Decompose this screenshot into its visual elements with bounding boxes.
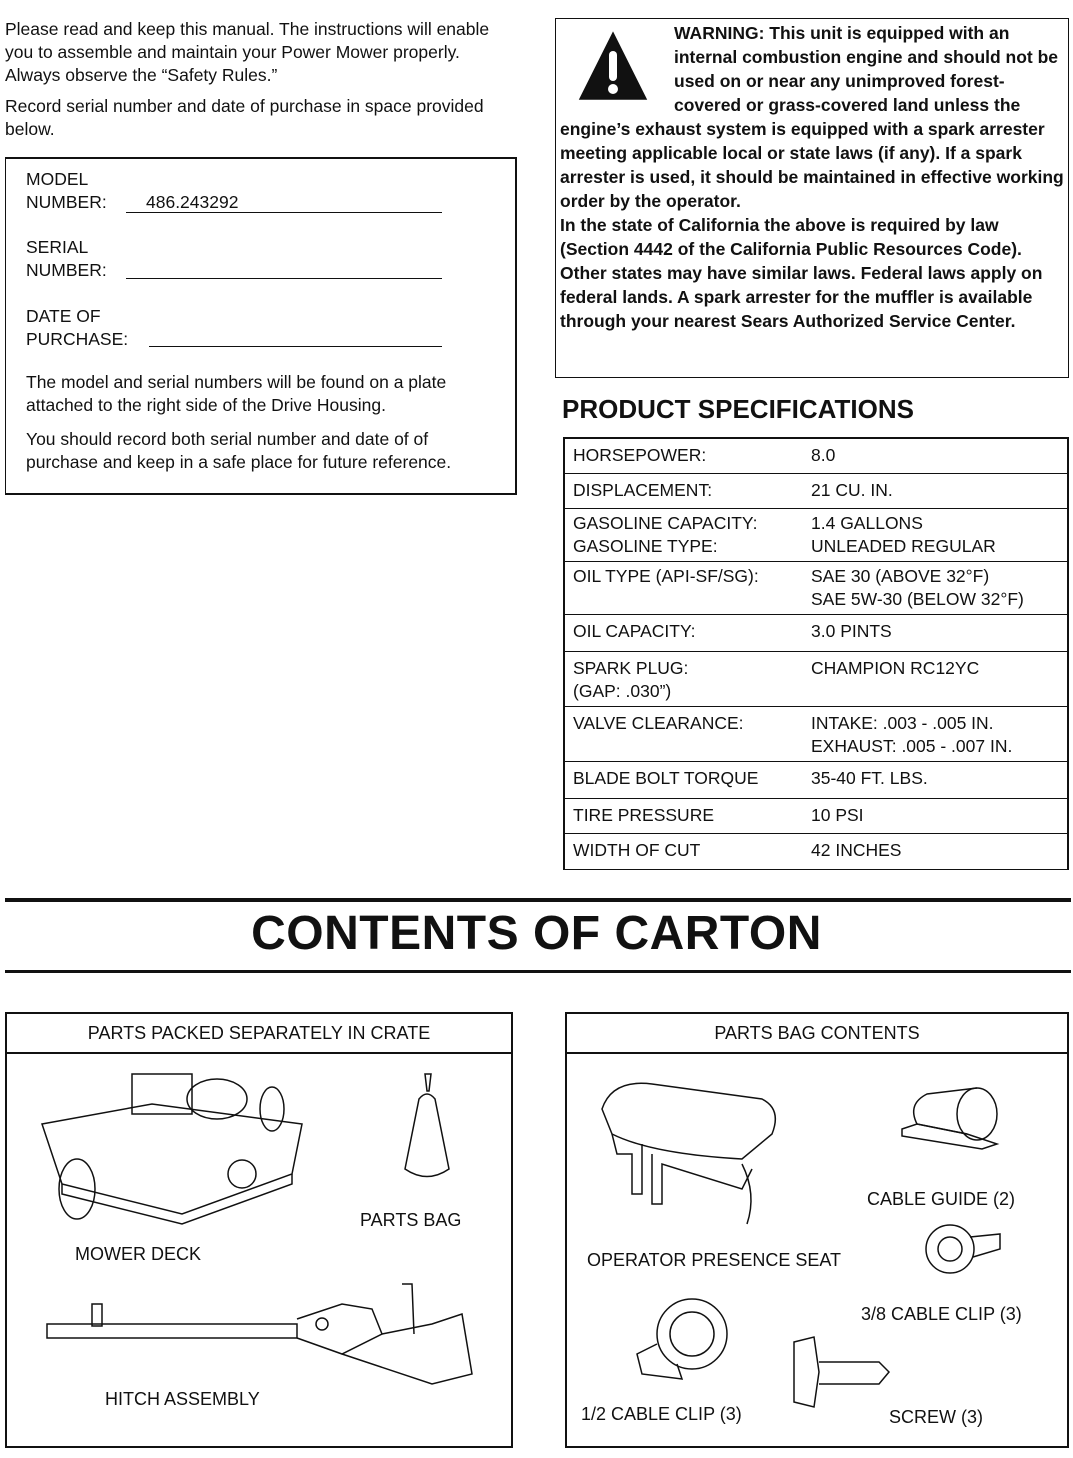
intro-paragraph: Please read and keep this manual. The instructions will enable you to assemble and maintain your Power Mower properly. Always observe the “Safety Rules.”	[5, 19, 490, 85]
screw-illustration	[789, 1332, 899, 1412]
divider-top	[5, 898, 1071, 902]
cable-guide-illustration	[897, 1074, 1007, 1154]
divider-bottom	[5, 970, 1071, 973]
model-number-field[interactable]: 486.243292	[126, 193, 442, 213]
half-cable-clip-illustration	[632, 1294, 732, 1389]
plate-location-note: The model and serial numbers will be found on a plate attached to the right side of the Drive Housing.	[26, 372, 447, 415]
spec-row: DISPLACEMENT: 21 CU. IN.	[565, 474, 1067, 509]
crate-box	[5, 1012, 513, 1448]
record-instruction: Record serial number and date of purchase in space provided below.	[5, 96, 484, 139]
spec-row: HORSEPOWER: 8.0	[565, 439, 1067, 474]
cable-guide-label: CABLE GUIDE (2)	[867, 1189, 1016, 1209]
warning-text: WARNING: This unit is equipped with an internal combustion engine and should not be used on or near any unimproved forest-covered or grass-covered land unless the engine’s exhaust system is equipped with a spark arrester meeting applicable local or state laws (if any). If a spark arrester is used, it should be maintained in effective working order by the operator.	[560, 23, 1064, 211]
operator-seat-illustration	[592, 1074, 792, 1234]
california-text: In the state of California the above is required by law (Section 4442 of the California Public Resources Code). Other states may have similar laws. Federal laws apply on federal lands. A spark arrester for the muffler is available through your nearest Sears Authorized Service Center.	[560, 215, 1043, 331]
spec-row: TIRE PRESSURE 10 PSI	[565, 799, 1067, 834]
warning-triangle-icon	[578, 31, 648, 101]
carton-title: CONTENTS OF CARTON	[251, 907, 822, 960]
spec-row: SPARK PLUG: (GAP: .030”) CHAMPION RC12YC	[565, 652, 1067, 707]
spec-row: BLADE BOLT TORQUE 35-40 FT. LBS.	[565, 762, 1067, 799]
crate-header: PARTS PACKED SEPARATELY IN CRATE	[7, 1014, 511, 1054]
three-eighths-cable-clip-label: 3/8 CABLE CLIP (3)	[861, 1304, 1022, 1324]
specs-title: PRODUCT SPECIFICATIONS	[562, 394, 914, 424]
spec-row: VALVE CLEARANCE: INTAKE: .003 - .005 IN. EXHAUST: .005 - .007 IN.	[565, 707, 1067, 762]
parts-bag-illustration	[397, 1069, 457, 1184]
mower-deck-illustration	[32, 1064, 312, 1234]
spec-row: OIL CAPACITY: 3.0 PINTS	[565, 615, 1067, 652]
screw-label: SCREW (3)	[889, 1407, 983, 1427]
record-box	[5, 157, 517, 495]
spec-row: WIDTH OF CUT 42 INCHES	[573, 840, 902, 860]
three-eighths-cable-clip-illustration	[915, 1219, 1005, 1279]
operator-seat-label: OPERATOR PRESENCE SEAT	[587, 1250, 842, 1270]
half-cable-clip-label: 1/2 CABLE CLIP (3)	[581, 1404, 742, 1424]
model-label: MODEL NUMBER:	[26, 169, 107, 212]
record-advice-note: You should record both serial number and date of of purchase and keep in a safe place for future reference.	[26, 429, 452, 472]
specs-table	[563, 437, 1069, 870]
spec-row: GASOLINE CAPACITY: GASOLINE TYPE: 1.4 GALLONS UNLEADED REGULAR	[565, 509, 1067, 562]
intro-text	[5, 18, 515, 149]
spec-row: OIL TYPE (API-SF/SG): SAE 30 (ABOVE 32°F) SAE 5W-30 (BELOW 32°F)	[565, 562, 1067, 615]
date-label: DATE OF PURCHASE:	[26, 306, 129, 349]
hitch-assembly-label: HITCH ASSEMBLY	[105, 1389, 260, 1409]
parts-bag-box	[565, 1012, 1069, 1448]
warning-box	[555, 18, 1069, 378]
purchase-date-field[interactable]	[149, 327, 442, 347]
mower-deck-label: MOWER DECK	[75, 1244, 201, 1264]
serial-label: SERIAL NUMBER:	[26, 237, 107, 280]
serial-number-field[interactable]	[126, 259, 442, 279]
parts-bag-header: PARTS BAG CONTENTS	[567, 1014, 1067, 1054]
parts-bag-label: PARTS BAG	[360, 1210, 462, 1230]
